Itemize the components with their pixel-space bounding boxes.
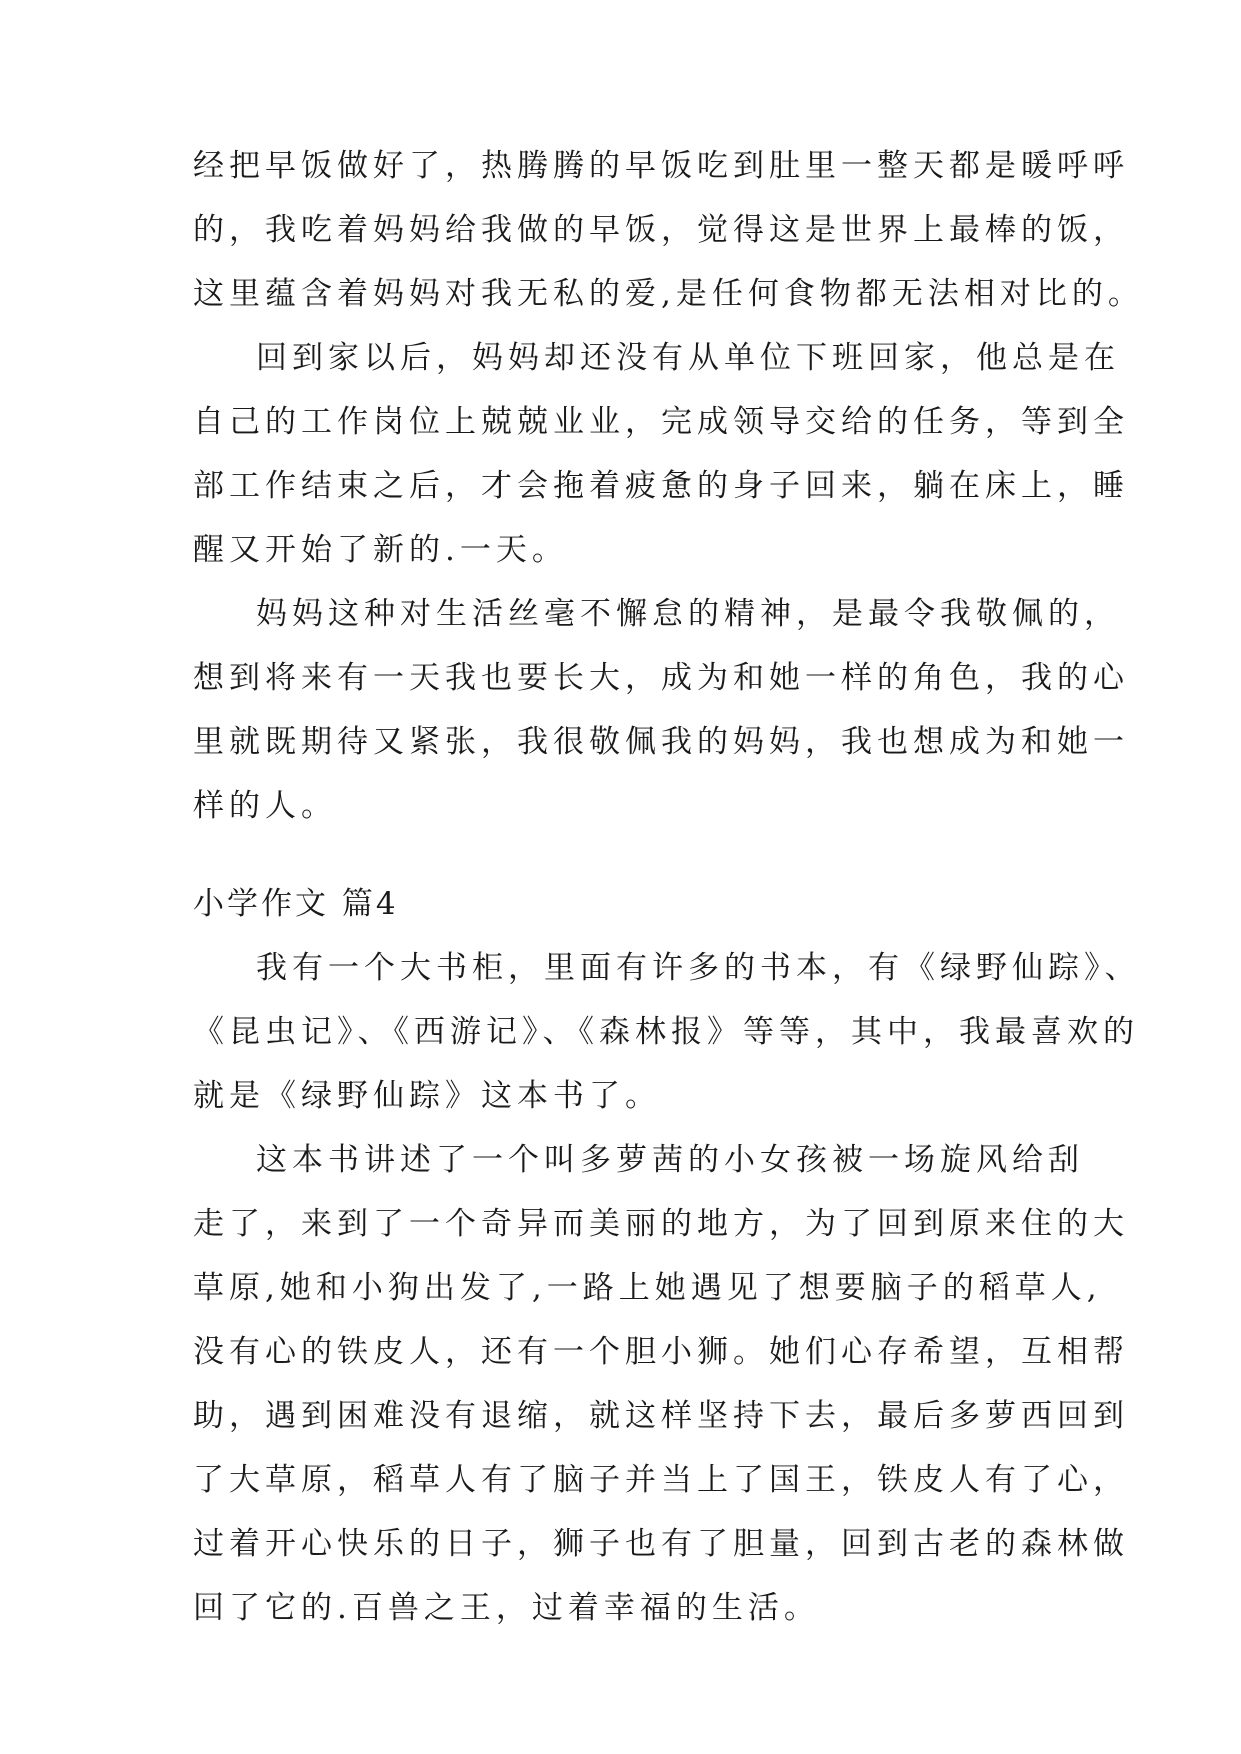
article-text-line: 醒又开始了新的.一天。 [193,532,568,568]
essay-text-line: 我有一个大书柜，里面有许多的书本，有《绿野仙踪》、 [256,950,1141,986]
article-text-line: 里就既期待又紧张，我很敬佩我的妈妈，我也想成为和她一 [193,724,1129,760]
article-text-line: 部工作结束之后，才会拖着疲惫的身子回来，躺在床上，睡 [193,468,1129,504]
essay-text-line: 《昆虫记》、《西游记》、《森林报》等等，其中，我最喜欢的 [193,1014,1139,1050]
essay-text-line: 没有心的铁皮人，还有一个胆小狮。她们心存希望，互相帮 [193,1334,1129,1370]
essay-text-line: 过着开心快乐的日子，狮子也有了胆量，回到古老的森林做 [193,1526,1129,1562]
article-text-line: 想到将来有一天我也要长大，成为和她一样的角色，我的心 [193,660,1129,696]
article-text-line: 这里蕴含着妈妈对我无私的爱,是任何食物都无法相对比的。 [193,276,1144,312]
essay-text-line: 就是《绿野仙踪》这本书了。 [193,1078,661,1114]
article-text-line: 自己的工作岗位上兢兢业业，完成领导交给的任务，等到全 [193,404,1129,440]
article-text-line: 的，我吃着妈妈给我做的早饭，觉得这是世界上最棒的饭， [193,212,1129,248]
essay-text-line: 这本书讲述了一个叫多萝茜的小女孩被一场旋风给刮 [256,1142,1084,1178]
essay-text-line: 走了，来到了一个奇异而美丽的地方，为了回到原来住的大 [193,1206,1129,1242]
essay-text-line: 回了它的.百兽之王，过着幸福的生活。 [193,1590,820,1626]
essay-text-line: 草原,她和小狗出发了,一路上她遇见了想要脑子的稻草人, [193,1270,1102,1306]
essay-text-line: 了大草原，稻草人有了脑子并当上了国王，铁皮人有了心， [193,1462,1129,1498]
article-text-line: 样的人。 [193,788,337,824]
essay-text-line: 助，遇到困难没有退缩，就这样坚持下去，最后多萝西回到 [193,1398,1129,1434]
article-text-line: 妈妈这种对生活丝毫不懈怠的精神，是最令我敬佩的， [256,596,1120,632]
essay-heading: 小学作文 篇4 [193,886,399,922]
article-text-line: 经把早饭做好了，热腾腾的早饭吃到肚里一整天都是暖呼呼 [193,148,1129,184]
article-text-line: 回到家以后，妈妈却还没有从单位下班回家，他总是在 [256,340,1120,376]
